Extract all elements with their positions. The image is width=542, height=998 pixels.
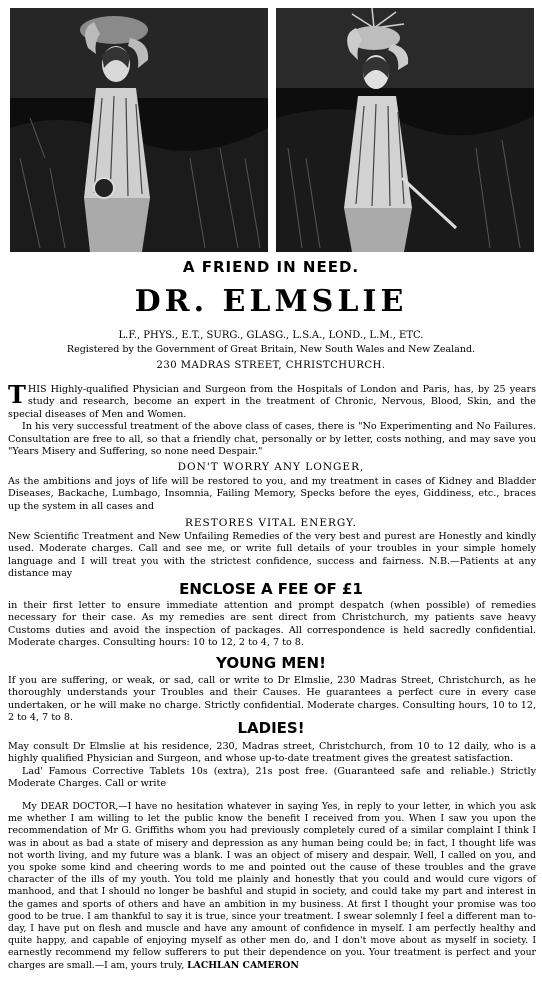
woodcut-illustrations [10,8,534,252]
fee-text: in their first letter to ensure immediate attention and prompt despatch (when possible) of remedies necessary for their case. As my remedies are sent direct from Christchurch, my patients save heavy Customs duties and avoid the inspection of packages. All correspondence is held sacredly confidential. Moderate charges. Consulting hours: 10 to 12, 2 to 4, 7 to 8. [8,600,536,649]
young-men-text: If you are suffering, or weak, or sad, call or write to Dr Elmslie, 230 Madras Street, Christchurch, as he thoroughly understands your Troubles and their Causes. He guarantees a perfect cure in every case undertaken, or he will make no charge. Strictly confidential. Moderate charges. Consulting hours, 10 to 12, 2 to 4, 7 to 8. [8,675,536,724]
ladies-tablets: Lad' Famous Corrective Tablets 10s (extra), 21s post free. (Guaranteed safe and reliable.) Strictly Moderate Charges. Call or write [8,765,536,790]
worry-text: As the ambitions and joys of life will be restored to you, and my treatment in cases of Kidney and Bladder Diseases, Backache, Lumbago, Insomnia, Failing Memory, Specks before the eyes, Giddiness, etc., braces up the system in all cases and [8,476,536,512]
testimonial-signature: LACHLAN CAMERON [187,959,299,971]
headline-friend-in-need: A FRIEND IN NEED. [182,258,360,276]
woodcut-figure-left [10,8,268,252]
intro-paragraph-2: In his very successful treatment of the above class of cases, there is "No Experimenting and No Failures. Consultation are free to all, so that a friendly chat, personally or by letter, costs nothing, and may save you "Years Misery and Suffering, so none need Despair." [8,421,536,458]
intro-section [8,380,536,458]
worry-heading: DON'T WORRY ANY LONGER, [177,461,365,473]
energy-text: New Scientific Treatment and New Unfailing Remedies of the very best and purest are Honestly and kindly used. Moderate charges. Call and see me, or write full details of your troubles in your simple homely language and I will treat you with the strictest confidence, success and fairness. N.B.—Patients at any distance may [8,531,536,580]
testimonial-letter [8,801,536,972]
registration-line: Registered by the Government of Great Britain, New South Wales and New Zealand. [66,344,476,355]
intro-paragraph: HIS Highly-qualified Physician and Surgeon from the Hospitals of London and Paris, has, by 25 years study and research, become an expert in the treatment of Chronic, Nervous, Blood, Skin, and the special diseases of Men and Women. [8,384,536,420]
testimonial-text: My DEAR DOCTOR,—I have no hesitation whatever in saying Yes, in reply to your letter, in which you ask me whether I am willing to let the public know the benefit I received from you. When I saw you upon the recommendation of Mr G. Griffiths whom you had previously completely cured of a similar complaint I think I was in about as bad a state of misery and depression as any human being could be; in fact, I thought life was not worth living, and my future was a blank. I was an object of misery and despair. Well, I called on you, and you spoke some kind and cheering words to me and pointed out the cause of these troubles and the grave character of the ills of my youth. You told me plainly and honestly that you could and would cure vigors of manhood, and that I should no longer be bashful and stupid in society, and could take my part and interest in the games and sports of others and have an ambition in my business. At first I thought your promise was too good to be true. I am thankful to say it is true, since your treatment. I swear solemnly I feel a different man to-day, I have put on flesh and muscle and have any amount of confidence in myself. I am perfectly healthy and quite happy, and capable of enjoying myself as other men do, and I don't move about as myself in society. I earnestly recommend my fellow sufferers to put their dependence on you. Your treatment is perfect and your charges are small.—I am, yours truly, [8,801,536,971]
ladies-heading: LADIES! [237,719,305,737]
energy-heading: RESTORES VITAL ENERGY. [184,517,358,529]
dropcap-letter: T [8,380,26,409]
woodcut-figure-right [276,8,534,252]
ladies-text: May consult Dr Elmslie at his residence, 230, Madras street, Christchurch, from 10 to 12 daily, who is a highly qualified Physician and Surgeon, and whose up-to-date treatment gives the greatest satisfaction. [8,741,536,765]
young-men-heading: YOUNG MEN! [216,654,326,672]
qualifications-line: L.F., PHYS., E.T., SURG., GLASG., L.S.A., LOND., L.M., ETC. [118,330,424,341]
ladies-section [8,741,536,791]
fee-heading: ENCLOSE A FEE OF £1 [179,580,363,598]
address-line: 230 MADRAS STREET, CHRISTCHURCH. [156,360,386,371]
doctor-name: DR. ELMSLIE [134,284,408,319]
